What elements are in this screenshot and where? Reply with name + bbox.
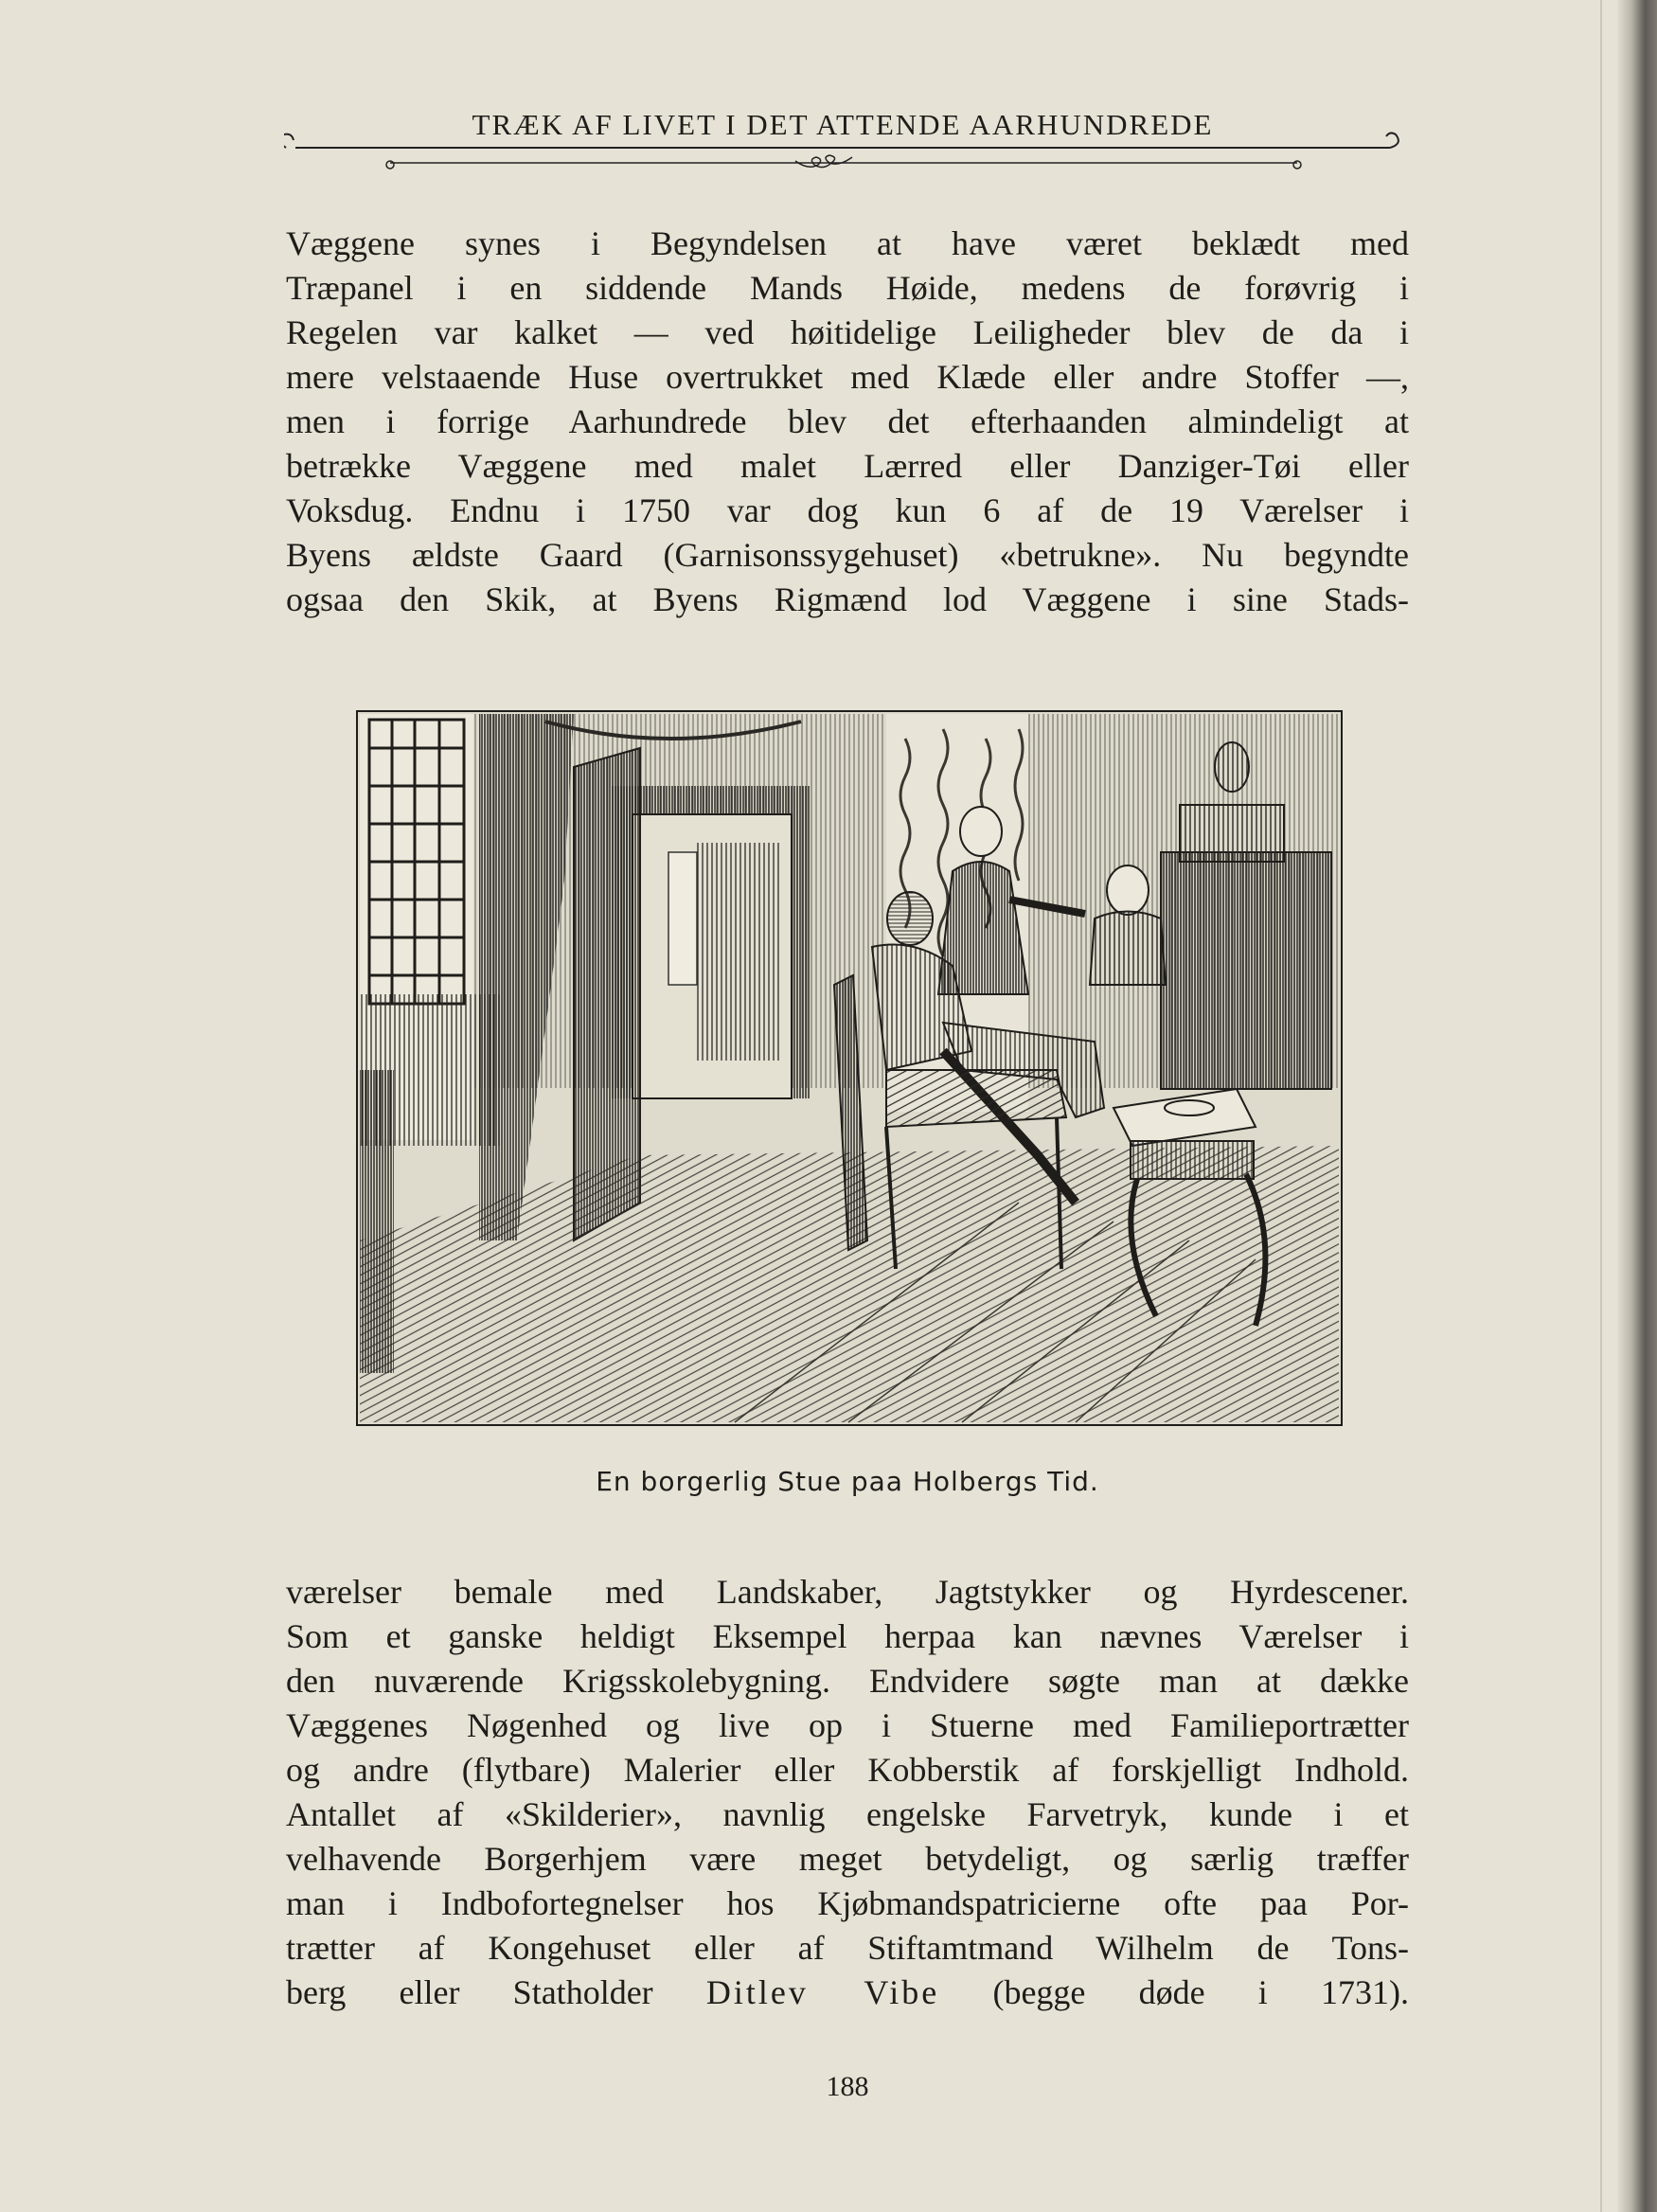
text-line: ogsaa den Skik, at Byens Rigmænd lod Væggene i sine Stads- (286, 580, 1409, 618)
tiled-stove (1161, 852, 1331, 1089)
text-line: Regelen var kalket — ved høitidelige Leiligheder blev de da i (286, 313, 1409, 351)
last-line-prefix: berg eller Statholder (286, 1973, 653, 2011)
text-line: den nuværende Krigsskolebygning. Endvidere søgte man at dække (286, 1662, 1409, 1700)
running-header (284, 102, 1401, 187)
text-line: mere velstaaende Huse overtrukket med Klæde eller andre Stoffer —, (286, 358, 1409, 396)
page-binding-edge (1617, 0, 1657, 2212)
text-line: velhavende Borgerhjem være meget betydeligt, og særlig træffer (286, 1840, 1409, 1878)
text-line: Træpanel i en siddende Mands Høide, medens de forøvrig i (286, 269, 1409, 307)
text-line: Væggene synes i Begyndelsen at have været beklædt med (286, 224, 1409, 262)
page-number: 188 (826, 2071, 869, 2102)
page-shadow-line (1600, 0, 1602, 2212)
figure-caption: En borgerlig Stue paa Holbergs Tid. (596, 1466, 1099, 1497)
text-line: Væggenes Nøgenhed og live op i Stuerne med Familieportrætter (286, 1706, 1409, 1744)
center-flourish (795, 155, 852, 168)
text-line: betrække Væggene med malet Lærred eller Danziger-Tøi eller (286, 447, 1409, 485)
stove-top (1180, 805, 1284, 862)
emphasized-name: Ditlev Vibe (705, 1973, 940, 2011)
text-line: Antallet af «Skilderier», navnlig engelske Farvetryk, kunde i et (286, 1795, 1409, 1833)
text-line: værelser bemale med Landskaber, Jagtstykker og Hyrdescener. (286, 1573, 1409, 1611)
text-line: Byens ældste Gaard (Garnisonssygehuset) «betrukne». Nu begyndte (286, 536, 1409, 574)
next-room-wall (697, 843, 782, 1061)
text-line: men i forrige Aarhundrede blev det efterhaanden almindeligt at (286, 402, 1409, 440)
text-line: man i Indbofortegnelser hos Kjøbmandspatricierne ofte paa Por- (286, 1884, 1409, 1922)
next-room-window (668, 852, 697, 985)
paragraph-top (286, 222, 1409, 622)
text-line: Som et ganske heldigt Eksempel herpaa kan nævnes Værelser i (286, 1617, 1409, 1655)
last-line-suffix: (begge døde i 1731). (992, 1973, 1409, 2011)
rule-end-right (1293, 161, 1301, 169)
running-title: TRÆK AF LIVET I DET ATTENDE AARHUNDREDE (472, 108, 1214, 141)
paragraph-bottom (286, 1570, 1409, 2015)
text-line: og andre (flytbare) Malerier eller Kobberstik af forskjelligt Indhold. (286, 1751, 1409, 1789)
rule-end-left (386, 161, 394, 169)
text-line: Voksdug. Endnu i 1750 var dog kun 6 af de 19 Værelser i (286, 491, 1409, 529)
text-line: trætter af Kongehuset eller af Stiftamtmand Wilhelm de Tons- (286, 1929, 1409, 1967)
text-line-last (286, 1971, 1409, 2015)
engraving-illustration (356, 710, 1343, 1426)
bust-ornament (1215, 742, 1249, 792)
